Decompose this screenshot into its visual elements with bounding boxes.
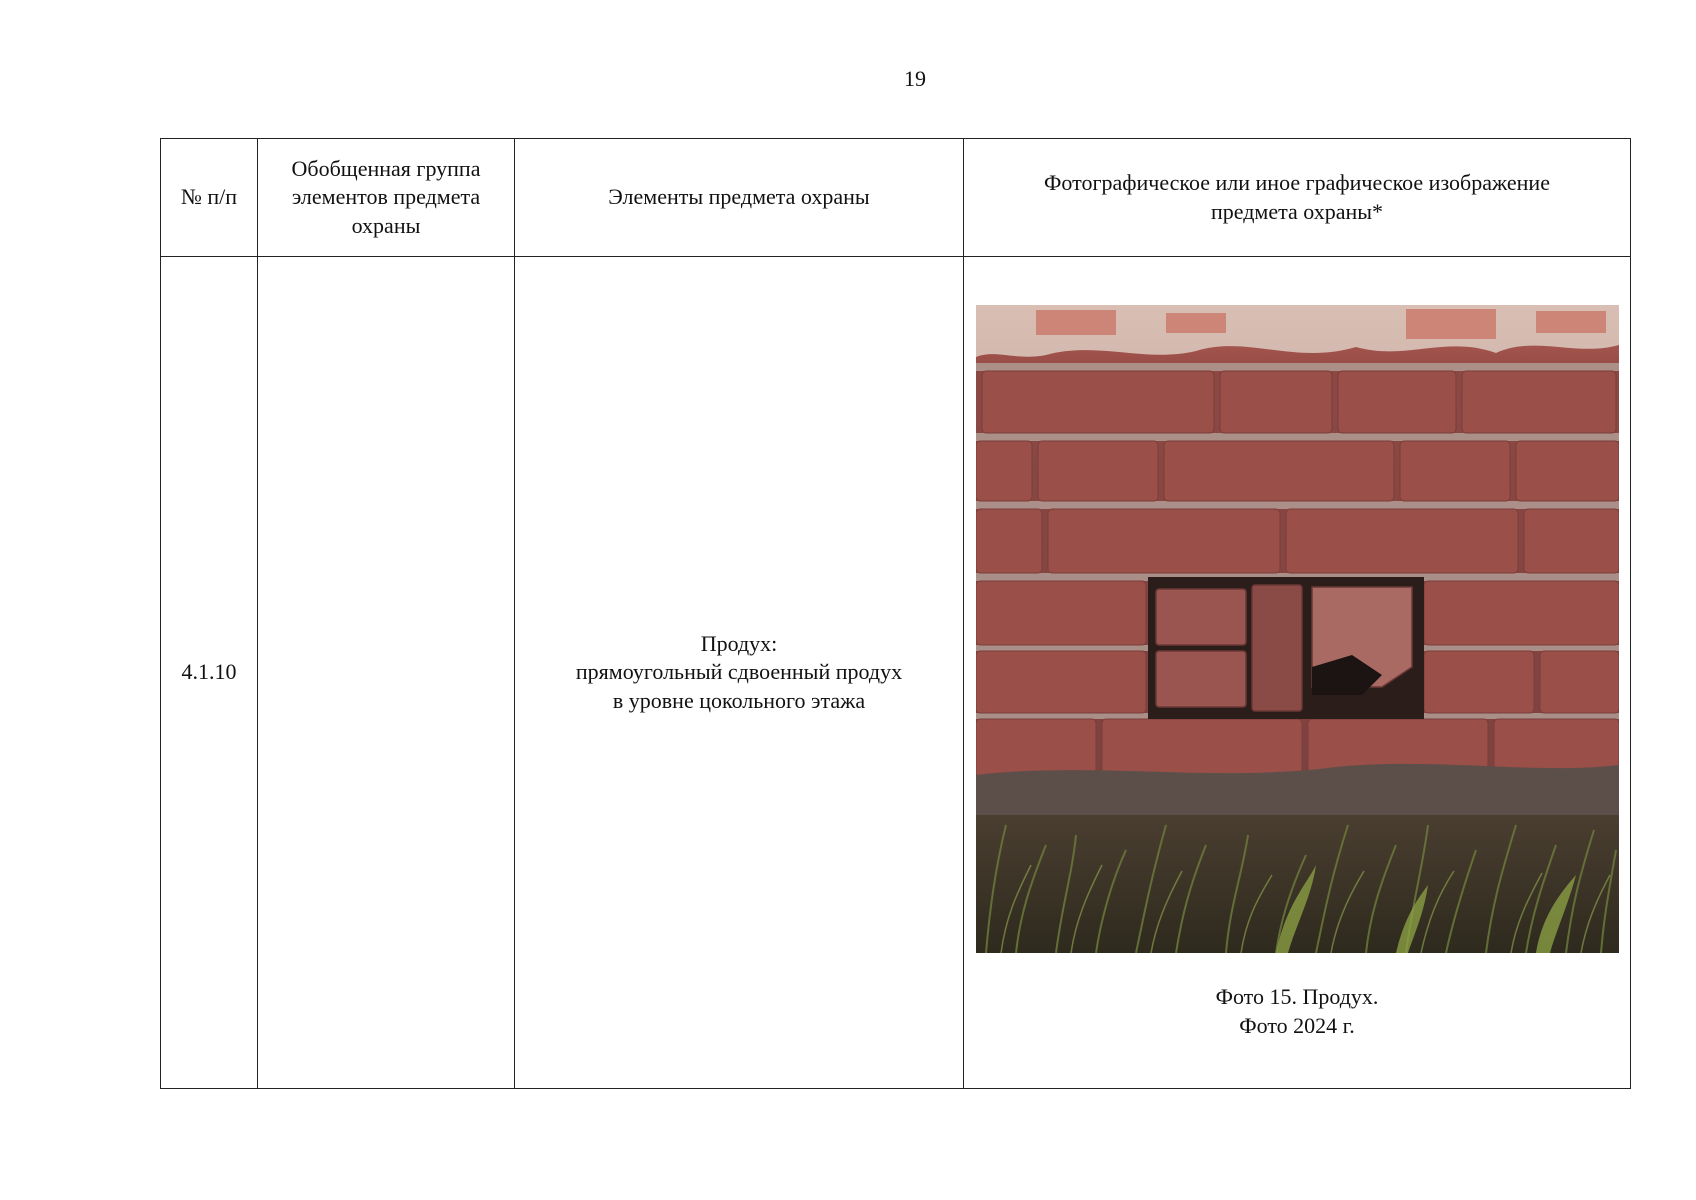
header-group: Обобщенная группа элементов предмета охраны [258,139,515,257]
row-element-description [515,257,964,1089]
row-photo-cell [964,257,1631,1089]
table-row [161,257,1631,1089]
element-line-2: в уровне цокольного этажа [612,687,866,713]
photo-caption [964,983,1630,1040]
header-elements: Элементы предмета охраны [515,139,964,257]
brick-wall-vent-photo [976,305,1619,953]
row-num: 4.1.10 [161,257,258,1089]
row-group [258,257,515,1089]
protection-table [160,138,1631,1089]
caption-line-2: Фото 2024 г. [1239,1012,1355,1038]
header-image: Фотографическое или иное графическое изображение предмета охраны* [964,139,1631,257]
caption-line-1: Фото 15. Продух. [1215,984,1379,1009]
header-num: № п/п [161,139,258,257]
element-title: Продух: [700,630,778,656]
table-header-row [161,139,1631,257]
page-number: 19 [904,66,926,91]
element-line-1: прямоугольный сдвоенный продух [575,659,903,685]
